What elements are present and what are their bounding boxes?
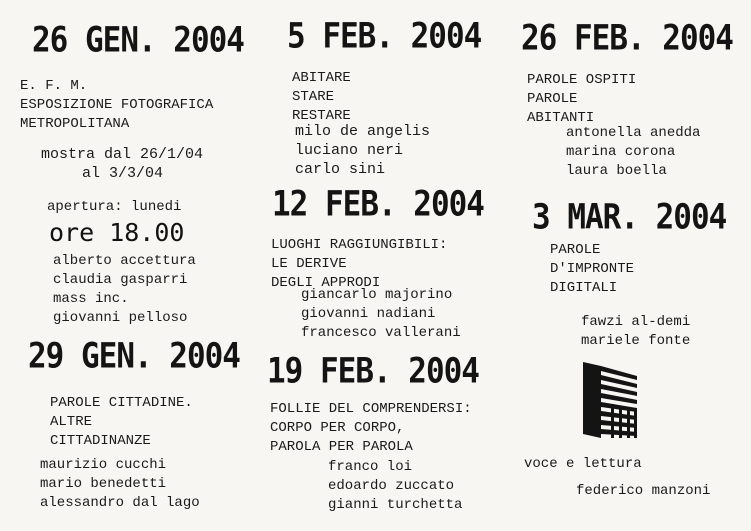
apertura: apertura: lunedi [47,199,182,215]
speakers-5-feb [295,122,430,179]
theme-line: DEGLI APPRODI [271,275,381,291]
theme-line: DIGITALI [550,280,618,296]
theme-ospiti [527,71,636,128]
efm-line: E. F. M. [20,78,88,94]
list-item: antonella anedda [566,125,701,141]
list-item: giovanni pelloso [53,310,188,326]
list-item: milo de angelis [295,123,431,140]
date-3-mar: 3 MAR. 2004 [532,197,727,238]
theme-abitare [292,69,351,126]
mostra-end: al 3/3/04 [82,165,164,182]
speakers-26-feb [566,124,700,181]
date-26-feb: 26 FEB. 2004 [521,18,733,59]
theme-line: RESTARE [292,108,351,124]
list-item: gianni turchetta [328,497,463,513]
theme-follie [270,400,472,457]
list-item: mario benedetti [40,476,167,492]
voce-lettura: voce e lettura [524,456,642,472]
list-item: laura boella [566,163,667,179]
list-item: carlo sini [295,161,386,178]
list-item: alessandro dal lago [40,495,200,511]
artists-list [53,252,196,328]
building-logo-icon [581,360,639,440]
theme-line: PAROLE CITTADINE. [50,395,193,411]
theme-cittadine [50,394,193,451]
theme-line: LE DERIVE [271,256,347,272]
speakers-12-feb [301,286,461,343]
theme-line: ABITARE [292,70,351,86]
efm-line: METROPOLITANA [20,116,130,132]
theme-line: PAROLE [550,242,601,258]
list-item: francesco vallerani [301,325,461,341]
list-item: fawzi al-demi [581,314,691,330]
theme-line: LUOGHI RAGGIUNGIBILI: [271,237,448,253]
efm-line: ESPOSIZIONE FOTOGRAFICA [20,97,214,113]
speakers-19-feb [328,458,462,515]
list-item: luciano neri [295,142,404,159]
reader-name: federico manzoni [576,483,711,499]
speakers-3-mar [581,313,690,351]
list-item: claudia gasparri [53,272,188,288]
date-19-feb: 19 FEB. 2004 [267,351,479,392]
list-item: maurizio cucchi [40,457,167,473]
theme-line: PAROLA PER PAROLA [270,439,413,455]
date-12-feb: 12 FEB. 2004 [272,184,484,225]
speakers-29-gen [40,456,200,513]
theme-line: ABITANTI [527,110,595,126]
list-item: giovanni nadiani [301,306,436,322]
theme-line: PAROLE [527,91,578,107]
theme-line: CITTADINANZE [50,433,151,449]
theme-impronte [550,241,634,298]
list-item: mariele fonte [581,333,691,349]
efm-title [20,77,213,134]
theme-luoghi [271,236,447,293]
date-26-gen: 26 GEN. 2004 [32,20,244,61]
mostra-dates: mostra dal 26/1/04 [41,146,204,163]
list-item: franco loi [328,459,413,475]
theme-line: STARE [292,89,335,105]
date-5-feb: 5 FEB. 2004 [287,16,482,57]
theme-line: ALTRE [50,414,93,430]
date-29-gen: 29 GEN. 2004 [28,336,240,377]
list-item: edoardo zuccato [328,478,455,494]
list-item: alberto accettura [53,253,196,269]
list-item: marina corona [566,144,676,160]
list-item: giancarlo majorino [301,287,453,303]
theme-line: CORPO PER CORPO, [270,420,405,436]
theme-line: PAROLE OSPITI [527,72,637,88]
opening-time: ore 18.00 [49,218,185,247]
list-item: mass inc. [53,291,129,307]
theme-line: FOLLIE DEL COMPRENDERSI: [270,401,472,417]
theme-line: D'IMPRONTE [550,261,635,277]
